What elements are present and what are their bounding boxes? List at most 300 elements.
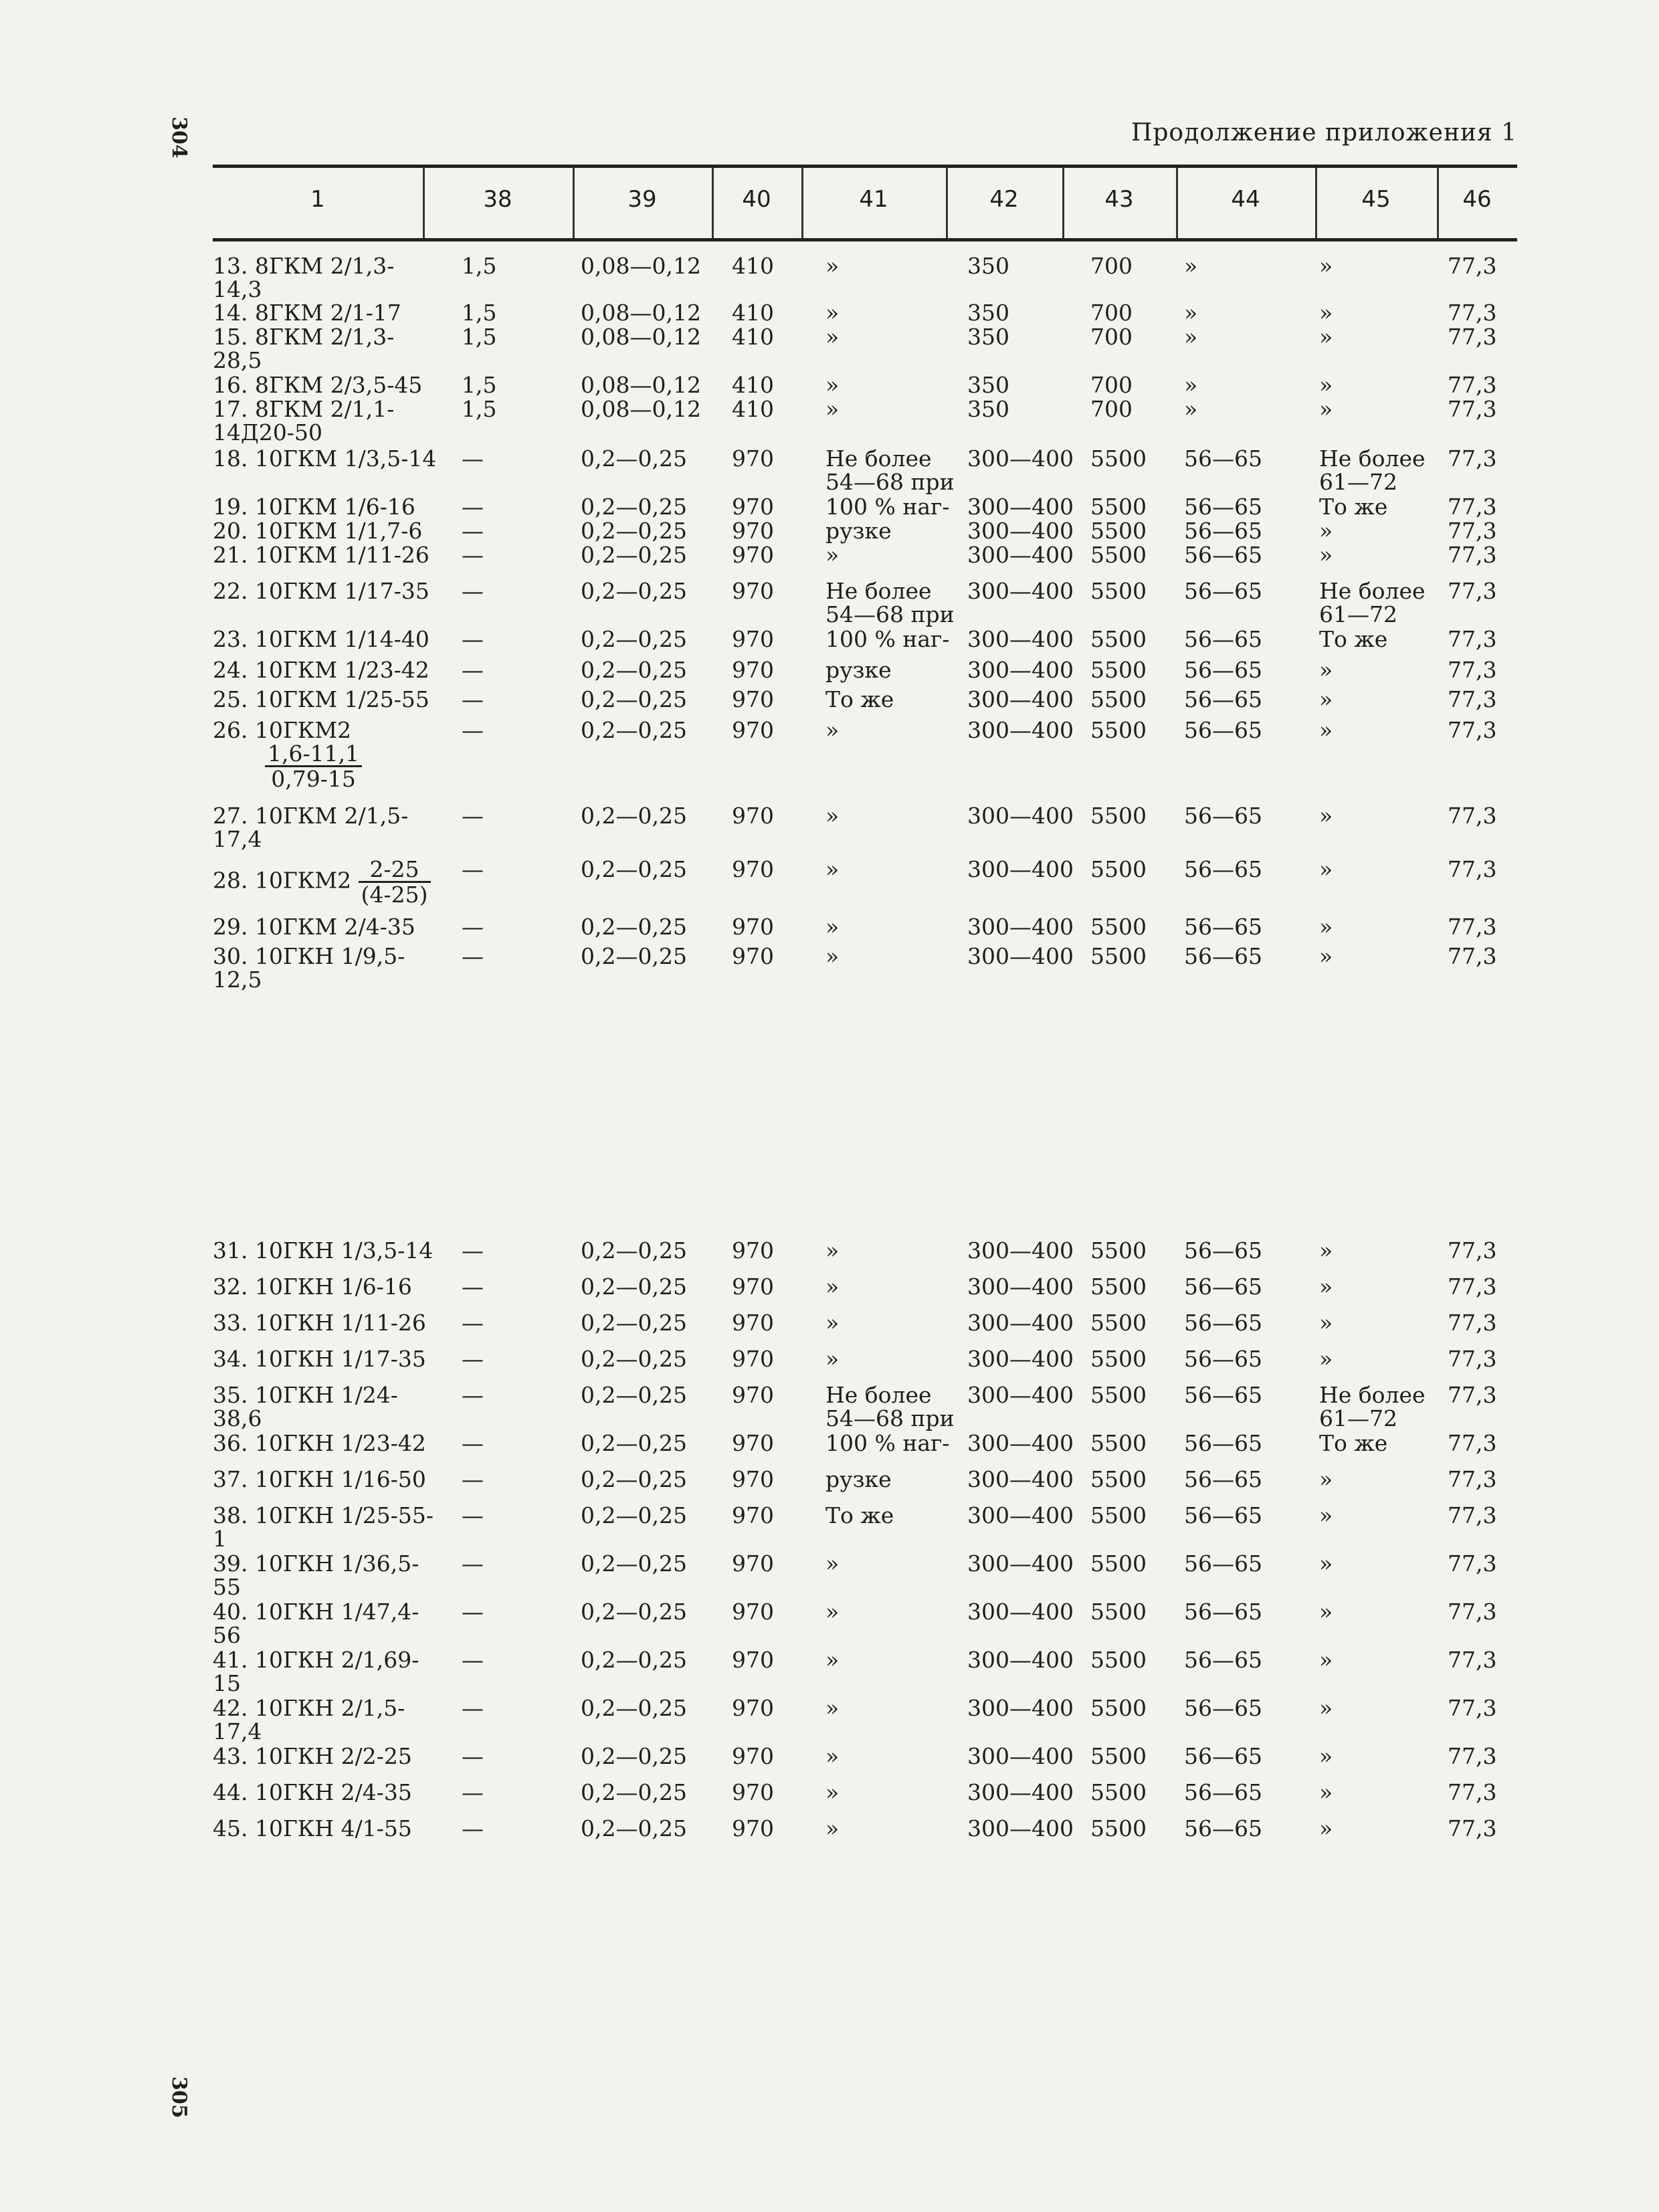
- cell-col-42: 300—400: [967, 1502, 1074, 1528]
- cell-designation: 15. 8ГКМ 2/1,3-28,5: [213, 324, 395, 373]
- cell-col-41: »: [825, 943, 840, 969]
- cell-col-40: 970: [732, 1743, 774, 1769]
- cell-col-46: 77,3: [1448, 1550, 1497, 1577]
- cell-col-39: 0,2—0,25: [581, 1695, 687, 1721]
- cell-col-46: 77,3: [1448, 1502, 1497, 1528]
- cell-col-44: 56—65: [1184, 686, 1262, 712]
- cell-designation: 42. 10ГКН 2/1,5-17,4: [213, 1695, 405, 1744]
- cell-col-45: »: [1319, 253, 1333, 279]
- cell-col-42: 300—400: [967, 1743, 1074, 1769]
- designation-fraction: [359, 858, 431, 906]
- cell-col-44: 56—65: [1184, 1695, 1262, 1721]
- column-header: 38: [483, 186, 512, 213]
- cell-col-43: 5500: [1090, 1779, 1147, 1805]
- cell-col-40: 970: [732, 1310, 774, 1336]
- cell-col-45: »: [1319, 300, 1333, 326]
- cell-col-44: 56—65: [1184, 717, 1262, 743]
- cell-designation: 19. 10ГКМ 1/6-16: [213, 494, 415, 520]
- cell-col-39: 0,2—0,25: [581, 1599, 687, 1625]
- cell-col-43: 5500: [1090, 494, 1147, 520]
- column-header: 42: [989, 186, 1019, 213]
- cell-col-45: »: [1319, 1779, 1333, 1805]
- cell-col-41: »: [825, 803, 840, 829]
- cell-col-40: 970: [732, 914, 774, 940]
- cell-designation: 17. 8ГКМ 2/1,1-14Д20-50: [213, 396, 395, 445]
- cell-col-39: 0,2—0,25: [581, 803, 687, 829]
- cell-col-46: 77,3: [1448, 253, 1497, 279]
- cell-col-38: —: [462, 518, 484, 544]
- cell-col-45: »: [1319, 803, 1333, 829]
- cell-col-44: »: [1184, 253, 1198, 279]
- cell-col-40: 970: [732, 1779, 774, 1805]
- cell-col-45: »: [1319, 1599, 1333, 1625]
- cell-col-40: 410: [732, 372, 774, 398]
- cell-col-39: 0,2—0,25: [581, 445, 687, 472]
- cell-col-40: 970: [732, 1550, 774, 1577]
- cell-col-44: 56—65: [1184, 542, 1262, 568]
- cell-col-39: 0,08—0,12: [581, 324, 701, 350]
- cell-col-45: »: [1319, 1695, 1333, 1721]
- cell-col-41: »: [825, 1647, 840, 1673]
- cell-col-39: 0,08—0,12: [581, 253, 701, 279]
- cell-col-42: 300—400: [967, 1647, 1074, 1673]
- cell-col-38: —: [462, 1743, 484, 1769]
- header-rule-bottom: [213, 238, 1517, 241]
- cell-col-46: 77,3: [1448, 943, 1497, 969]
- cell-col-42: 300—400: [967, 1346, 1074, 1372]
- cell-col-42: 300—400: [967, 686, 1074, 712]
- cell-col-41: »: [825, 396, 840, 422]
- cell-col-42: 300—400: [967, 1466, 1074, 1492]
- cell-designation: 34. 10ГКН 1/17-35: [213, 1346, 426, 1372]
- cell-col-41: »: [825, 324, 840, 350]
- cell-col-44: 56—65: [1184, 1502, 1262, 1528]
- cell-col-38: 1,5: [462, 253, 497, 279]
- cell-col-39: 0,2—0,25: [581, 578, 687, 604]
- cell-designation: 27. 10ГКМ 2/1,5-17,4: [213, 803, 409, 852]
- cell-designation: 25. 10ГКМ 1/25-55: [213, 686, 429, 712]
- cell-col-38: 1,5: [462, 396, 497, 422]
- cell-col-45: »: [1319, 518, 1333, 544]
- cell-col-40: 970: [732, 1466, 774, 1492]
- cell-col-39: 0,2—0,25: [581, 626, 687, 652]
- cell-col-42: 300—400: [967, 445, 1074, 472]
- cell-col-42: 300—400: [967, 626, 1074, 652]
- cell-col-41: »: [825, 914, 840, 940]
- cell-col-44: 56—65: [1184, 1743, 1262, 1769]
- cell-col-45: »: [1319, 324, 1333, 350]
- cell-col-44: 56—65: [1184, 1599, 1262, 1625]
- cell-col-44: 56—65: [1184, 518, 1262, 544]
- column-header: 43: [1104, 186, 1134, 213]
- cell-col-45: »: [1319, 396, 1333, 422]
- cell-col-45: »: [1319, 1502, 1333, 1528]
- cell-col-44: 56—65: [1184, 943, 1262, 969]
- fraction-denominator: (4-25): [361, 882, 428, 908]
- cell-col-45: »: [1319, 686, 1333, 712]
- cell-col-41: »: [825, 717, 840, 743]
- cell-col-40: 970: [732, 1346, 774, 1372]
- cell-col-38: —: [462, 1815, 484, 1841]
- cell-col-44: 56—65: [1184, 1466, 1262, 1492]
- cell-designation: 14. 8ГКМ 2/1-17: [213, 300, 401, 326]
- cell-designation: 29. 10ГКМ 2/4-35: [213, 914, 415, 940]
- cell-col-43: 700: [1090, 300, 1133, 326]
- designation-fraction: [265, 742, 362, 791]
- cell-col-40: 970: [732, 943, 774, 969]
- cell-col-45: »: [1319, 1346, 1333, 1372]
- column-header: 1: [310, 186, 325, 213]
- cell-col-46: 77,3: [1448, 1466, 1497, 1492]
- cell-col-46: 77,3: [1448, 1274, 1497, 1300]
- cell-col-38: —: [462, 856, 484, 882]
- cell-col-39: 0,2—0,25: [581, 1274, 687, 1300]
- cell-col-42: 300—400: [967, 657, 1074, 683]
- cell-col-40: 410: [732, 300, 774, 326]
- cell-col-42: 300—400: [967, 1382, 1074, 1408]
- cell-col-46: 77,3: [1448, 1310, 1497, 1336]
- cell-col-43: 5500: [1090, 1430, 1147, 1456]
- cell-designation: 21. 10ГКМ 1/11-26: [213, 542, 429, 568]
- designation-text: 26. 10ГКМ2: [213, 717, 352, 743]
- cell-col-41: »: [825, 542, 840, 568]
- cell-col-46: 77,3: [1448, 324, 1497, 350]
- cell-col-44: 56—65: [1184, 803, 1262, 829]
- cell-col-38: —: [462, 657, 484, 683]
- cell-col-38: —: [462, 1274, 484, 1300]
- cell-col-45: »: [1319, 1310, 1333, 1336]
- cell-col-46: 77,3: [1448, 914, 1497, 940]
- cell-col-40: 970: [732, 1695, 774, 1721]
- cell-designation: 16. 8ГКМ 2/3,5-45: [213, 372, 423, 398]
- cell-col-43: 5500: [1090, 1550, 1147, 1577]
- cell-col-45: »: [1319, 717, 1333, 743]
- cell-col-46: 77,3: [1448, 1430, 1497, 1456]
- cell-col-44: 56—65: [1184, 626, 1262, 652]
- cell-col-41: »: [825, 1695, 840, 1721]
- cell-col-40: 970: [732, 578, 774, 604]
- cell-col-40: 410: [732, 396, 774, 422]
- fraction-numerator: 2-25: [359, 858, 431, 883]
- cell-col-38: —: [462, 542, 484, 568]
- cell-col-42: 300—400: [967, 1310, 1074, 1336]
- cell-col-44: 56—65: [1184, 1779, 1262, 1805]
- cell-col-46: 77,3: [1448, 578, 1497, 604]
- cell-col-40: 970: [732, 542, 774, 568]
- cell-col-43: 5500: [1090, 1695, 1147, 1721]
- column-header: 46: [1462, 186, 1492, 213]
- column-header: 45: [1361, 186, 1391, 213]
- cell-col-44: 56—65: [1184, 914, 1262, 940]
- cell-col-40: 970: [732, 657, 774, 683]
- cell-col-46: 77,3: [1448, 803, 1497, 829]
- cell-col-38: —: [462, 1550, 484, 1577]
- cell-col-44: 56—65: [1184, 657, 1262, 683]
- cell-col-45: »: [1319, 657, 1333, 683]
- cell-col-41: Не более 54—68 при: [825, 1382, 955, 1431]
- cell-col-43: 5500: [1090, 1502, 1147, 1528]
- cell-col-39: 0,2—0,25: [581, 1502, 687, 1528]
- column-header: 41: [859, 186, 888, 213]
- cell-col-39: 0,2—0,25: [581, 856, 687, 882]
- cell-col-46: 77,3: [1448, 494, 1497, 520]
- cell-col-40: 970: [732, 626, 774, 652]
- designation-text: 28. 10ГКМ2: [213, 867, 352, 894]
- cell-col-46: 77,3: [1448, 1779, 1497, 1805]
- cell-designation: 33. 10ГКН 1/11-26: [213, 1310, 426, 1336]
- cell-col-41: рузке: [825, 518, 892, 544]
- cell-col-39: 0,2—0,25: [581, 1310, 687, 1336]
- cell-col-43: 5500: [1090, 445, 1147, 472]
- cell-col-43: 5500: [1090, 1346, 1147, 1372]
- cell-col-38: —: [462, 1695, 484, 1721]
- cell-col-38: —: [462, 717, 484, 743]
- cell-col-38: 1,5: [462, 372, 497, 398]
- cell-designation: 31. 10ГКН 1/3,5-14: [213, 1237, 433, 1264]
- cell-col-42: 300—400: [967, 856, 1074, 882]
- cell-col-40: 970: [732, 1430, 774, 1456]
- cell-designation: 22. 10ГКМ 1/17-35: [213, 578, 429, 604]
- cell-col-46: 77,3: [1448, 856, 1497, 882]
- cell-col-41: »: [825, 372, 840, 398]
- cell-col-38: —: [462, 445, 484, 472]
- cell-col-38: 1,5: [462, 324, 497, 350]
- cell-col-46: 77,3: [1448, 372, 1497, 398]
- cell-col-46: 77,3: [1448, 396, 1497, 422]
- cell-col-44: 56—65: [1184, 856, 1262, 882]
- cell-col-44: 56—65: [1184, 1815, 1262, 1841]
- cell-col-41: Не более 54—68 при: [825, 578, 955, 627]
- cell-designation: 37. 10ГКН 1/16-50: [213, 1466, 426, 1492]
- cell-col-45: То же: [1319, 1430, 1388, 1456]
- cell-col-42: 300—400: [967, 518, 1074, 544]
- cell-col-41: »: [825, 1743, 840, 1769]
- cell-col-38: —: [462, 1647, 484, 1673]
- cell-col-42: 300—400: [967, 717, 1074, 743]
- cell-col-43: 5500: [1090, 1237, 1147, 1264]
- cell-designation: 24. 10ГКМ 1/23-42: [213, 657, 429, 683]
- cell-col-42: 300—400: [967, 1695, 1074, 1721]
- cell-col-38: —: [462, 1779, 484, 1805]
- cell-designation: 23. 10ГКМ 1/14-40: [213, 626, 429, 652]
- cell-col-42: 350: [967, 300, 1009, 326]
- cell-col-41: рузке: [825, 1466, 892, 1492]
- cell-col-43: 700: [1090, 372, 1133, 398]
- cell-col-39: 0,2—0,25: [581, 1743, 687, 1769]
- cell-col-43: 5500: [1090, 686, 1147, 712]
- cell-col-41: »: [825, 856, 840, 882]
- header-rule-top: [213, 165, 1517, 168]
- cell-designation: 40. 10ГКН 1/47,4-56: [213, 1599, 419, 1648]
- cell-designation: 18. 10ГКМ 1/3,5-14: [213, 445, 437, 472]
- cell-col-46: 77,3: [1448, 1237, 1497, 1264]
- cell-col-42: 300—400: [967, 1779, 1074, 1805]
- cell-col-38: —: [462, 1466, 484, 1492]
- cell-col-40: 410: [732, 324, 774, 350]
- cell-col-43: 5500: [1090, 1743, 1147, 1769]
- cell-col-45: »: [1319, 856, 1333, 882]
- cell-col-39: 0,2—0,25: [581, 1382, 687, 1408]
- cell-col-46: 77,3: [1448, 626, 1497, 652]
- cell-col-42: 350: [967, 253, 1009, 279]
- cell-col-44: »: [1184, 324, 1198, 350]
- cell-col-45: То же: [1319, 626, 1388, 652]
- cell-col-40: 970: [732, 1599, 774, 1625]
- cell-col-39: 0,2—0,25: [581, 686, 687, 712]
- cell-col-43: 5500: [1090, 1310, 1147, 1336]
- cell-col-46: 77,3: [1448, 1599, 1497, 1625]
- cell-col-42: 350: [967, 396, 1009, 422]
- cell-col-39: 0,2—0,25: [581, 1237, 687, 1264]
- cell-col-41: »: [825, 1274, 840, 1300]
- cell-col-44: 56—65: [1184, 578, 1262, 604]
- cell-col-38: —: [462, 1382, 484, 1408]
- cell-col-44: 56—65: [1184, 1550, 1262, 1577]
- cell-col-46: 77,3: [1448, 518, 1497, 544]
- cell-col-39: 0,2—0,25: [581, 1346, 687, 1372]
- cell-col-43: 5500: [1090, 1599, 1147, 1625]
- cell-col-44: »: [1184, 372, 1198, 398]
- cell-col-43: 5500: [1090, 717, 1147, 743]
- cell-col-44: 56—65: [1184, 1274, 1262, 1300]
- cell-col-43: 700: [1090, 324, 1133, 350]
- cell-col-40: 410: [732, 253, 774, 279]
- cell-col-44: »: [1184, 396, 1198, 422]
- cell-col-45: »: [1319, 1815, 1333, 1841]
- cell-designation: 13. 8ГКМ 2/1,3-14,3: [213, 253, 395, 302]
- cell-designation: 41. 10ГКН 2/1,69-15: [213, 1647, 419, 1696]
- cell-col-38: —: [462, 686, 484, 712]
- cell-col-45: »: [1319, 943, 1333, 969]
- cell-col-42: 300—400: [967, 578, 1074, 604]
- cell-col-41: То же: [825, 1502, 894, 1528]
- cell-col-41: 100 % наг-: [825, 494, 950, 520]
- fraction-denominator: 0,79-15: [271, 766, 356, 792]
- cell-col-43: 5500: [1090, 914, 1147, 940]
- cell-col-46: 77,3: [1448, 1647, 1497, 1673]
- cell-col-44: 56—65: [1184, 1382, 1262, 1408]
- cell-designation: 45. 10ГКН 4/1-55: [213, 1815, 412, 1841]
- cell-designation: [213, 858, 440, 906]
- cell-col-41: »: [825, 1550, 840, 1577]
- cell-col-41: »: [825, 1815, 840, 1841]
- cell-col-42: 300—400: [967, 494, 1074, 520]
- cell-col-45: »: [1319, 1550, 1333, 1577]
- cell-col-40: 970: [732, 445, 774, 472]
- cell-col-43: 5500: [1090, 943, 1147, 969]
- cell-col-40: 970: [732, 1382, 774, 1408]
- cell-col-43: 5500: [1090, 1382, 1147, 1408]
- cell-col-45: »: [1319, 1466, 1333, 1492]
- cell-col-46: 77,3: [1448, 1743, 1497, 1769]
- cell-col-42: 300—400: [967, 1550, 1074, 1577]
- cell-designation: 44. 10ГКН 2/4-35: [213, 1779, 412, 1805]
- cell-col-40: 970: [732, 1502, 774, 1528]
- cell-col-39: 0,2—0,25: [581, 657, 687, 683]
- cell-col-46: 77,3: [1448, 300, 1497, 326]
- cell-col-45: »: [1319, 1743, 1333, 1769]
- cell-col-40: 970: [732, 1815, 774, 1841]
- cell-col-38: —: [462, 1430, 484, 1456]
- cell-col-42: 350: [967, 372, 1009, 398]
- cell-col-46: 77,3: [1448, 445, 1497, 472]
- cell-col-38: —: [462, 1346, 484, 1372]
- cell-col-43: 5500: [1090, 1274, 1147, 1300]
- cell-col-38: —: [462, 943, 484, 969]
- cell-col-42: 300—400: [967, 943, 1074, 969]
- cell-col-44: 56—65: [1184, 1310, 1262, 1336]
- column-header: 40: [742, 186, 771, 213]
- cell-col-42: 300—400: [967, 1599, 1074, 1625]
- cell-col-41: »: [825, 1346, 840, 1372]
- cell-col-44: 56—65: [1184, 1237, 1262, 1264]
- cell-col-41: То же: [825, 686, 894, 712]
- cell-col-38: —: [462, 1599, 484, 1625]
- cell-col-45: »: [1319, 542, 1333, 568]
- cell-col-40: 970: [732, 1647, 774, 1673]
- cell-col-42: 300—400: [967, 803, 1074, 829]
- cell-col-39: 0,2—0,25: [581, 1466, 687, 1492]
- cell-col-38: —: [462, 578, 484, 604]
- cell-col-44: 56—65: [1184, 445, 1262, 472]
- cell-designation: 32. 10ГКН 1/6-16: [213, 1274, 412, 1300]
- cell-col-42: 300—400: [967, 1815, 1074, 1841]
- cell-col-39: 0,08—0,12: [581, 372, 701, 398]
- cell-col-44: 56—65: [1184, 1346, 1262, 1372]
- cell-col-40: 970: [732, 494, 774, 520]
- cell-col-43: 5500: [1090, 1466, 1147, 1492]
- cell-col-46: 77,3: [1448, 1382, 1497, 1408]
- cell-col-42: 300—400: [967, 1274, 1074, 1300]
- cell-col-44: 56—65: [1184, 1647, 1262, 1673]
- cell-col-39: 0,2—0,25: [581, 494, 687, 520]
- cell-col-41: »: [825, 253, 840, 279]
- cell-col-41: »: [825, 1779, 840, 1805]
- cell-designation: 43. 10ГКН 2/2-25: [213, 1743, 412, 1769]
- cell-col-45: То же: [1319, 494, 1388, 520]
- cell-col-46: 77,3: [1448, 717, 1497, 743]
- column-header: 39: [627, 186, 657, 213]
- cell-col-46: 77,3: [1448, 686, 1497, 712]
- cell-col-40: 970: [732, 1274, 774, 1300]
- cell-col-42: 300—400: [967, 1430, 1074, 1456]
- cell-col-42: 300—400: [967, 914, 1074, 940]
- cell-col-38: —: [462, 1237, 484, 1264]
- page-number-bottom: 305: [167, 2076, 191, 2118]
- cell-col-45: Не более 61—72: [1319, 445, 1426, 495]
- cell-col-41: Не более 54—68 при: [825, 445, 955, 495]
- cell-col-43: 5500: [1090, 657, 1147, 683]
- cell-col-38: —: [462, 1310, 484, 1336]
- cell-col-39: 0,2—0,25: [581, 1779, 687, 1805]
- cell-col-43: 5500: [1090, 803, 1147, 829]
- cell-col-38: —: [462, 803, 484, 829]
- cell-col-41: »: [825, 1237, 840, 1264]
- cell-col-45: »: [1319, 1274, 1333, 1300]
- cell-col-40: 970: [732, 1237, 774, 1264]
- cell-col-39: 0,2—0,25: [581, 1430, 687, 1456]
- cell-designation: 35. 10ГКН 1/24-38,6: [213, 1382, 398, 1431]
- cell-col-42: 300—400: [967, 542, 1074, 568]
- running-head: Продолжение приложения 1: [1131, 119, 1517, 146]
- cell-col-40: 970: [732, 518, 774, 544]
- cell-col-39: 0,08—0,12: [581, 300, 701, 326]
- cell-col-43: 5500: [1090, 1647, 1147, 1673]
- cell-col-45: »: [1319, 1647, 1333, 1673]
- cell-col-38: —: [462, 626, 484, 652]
- cell-col-46: 77,3: [1448, 1815, 1497, 1841]
- cell-col-43: 5500: [1090, 626, 1147, 652]
